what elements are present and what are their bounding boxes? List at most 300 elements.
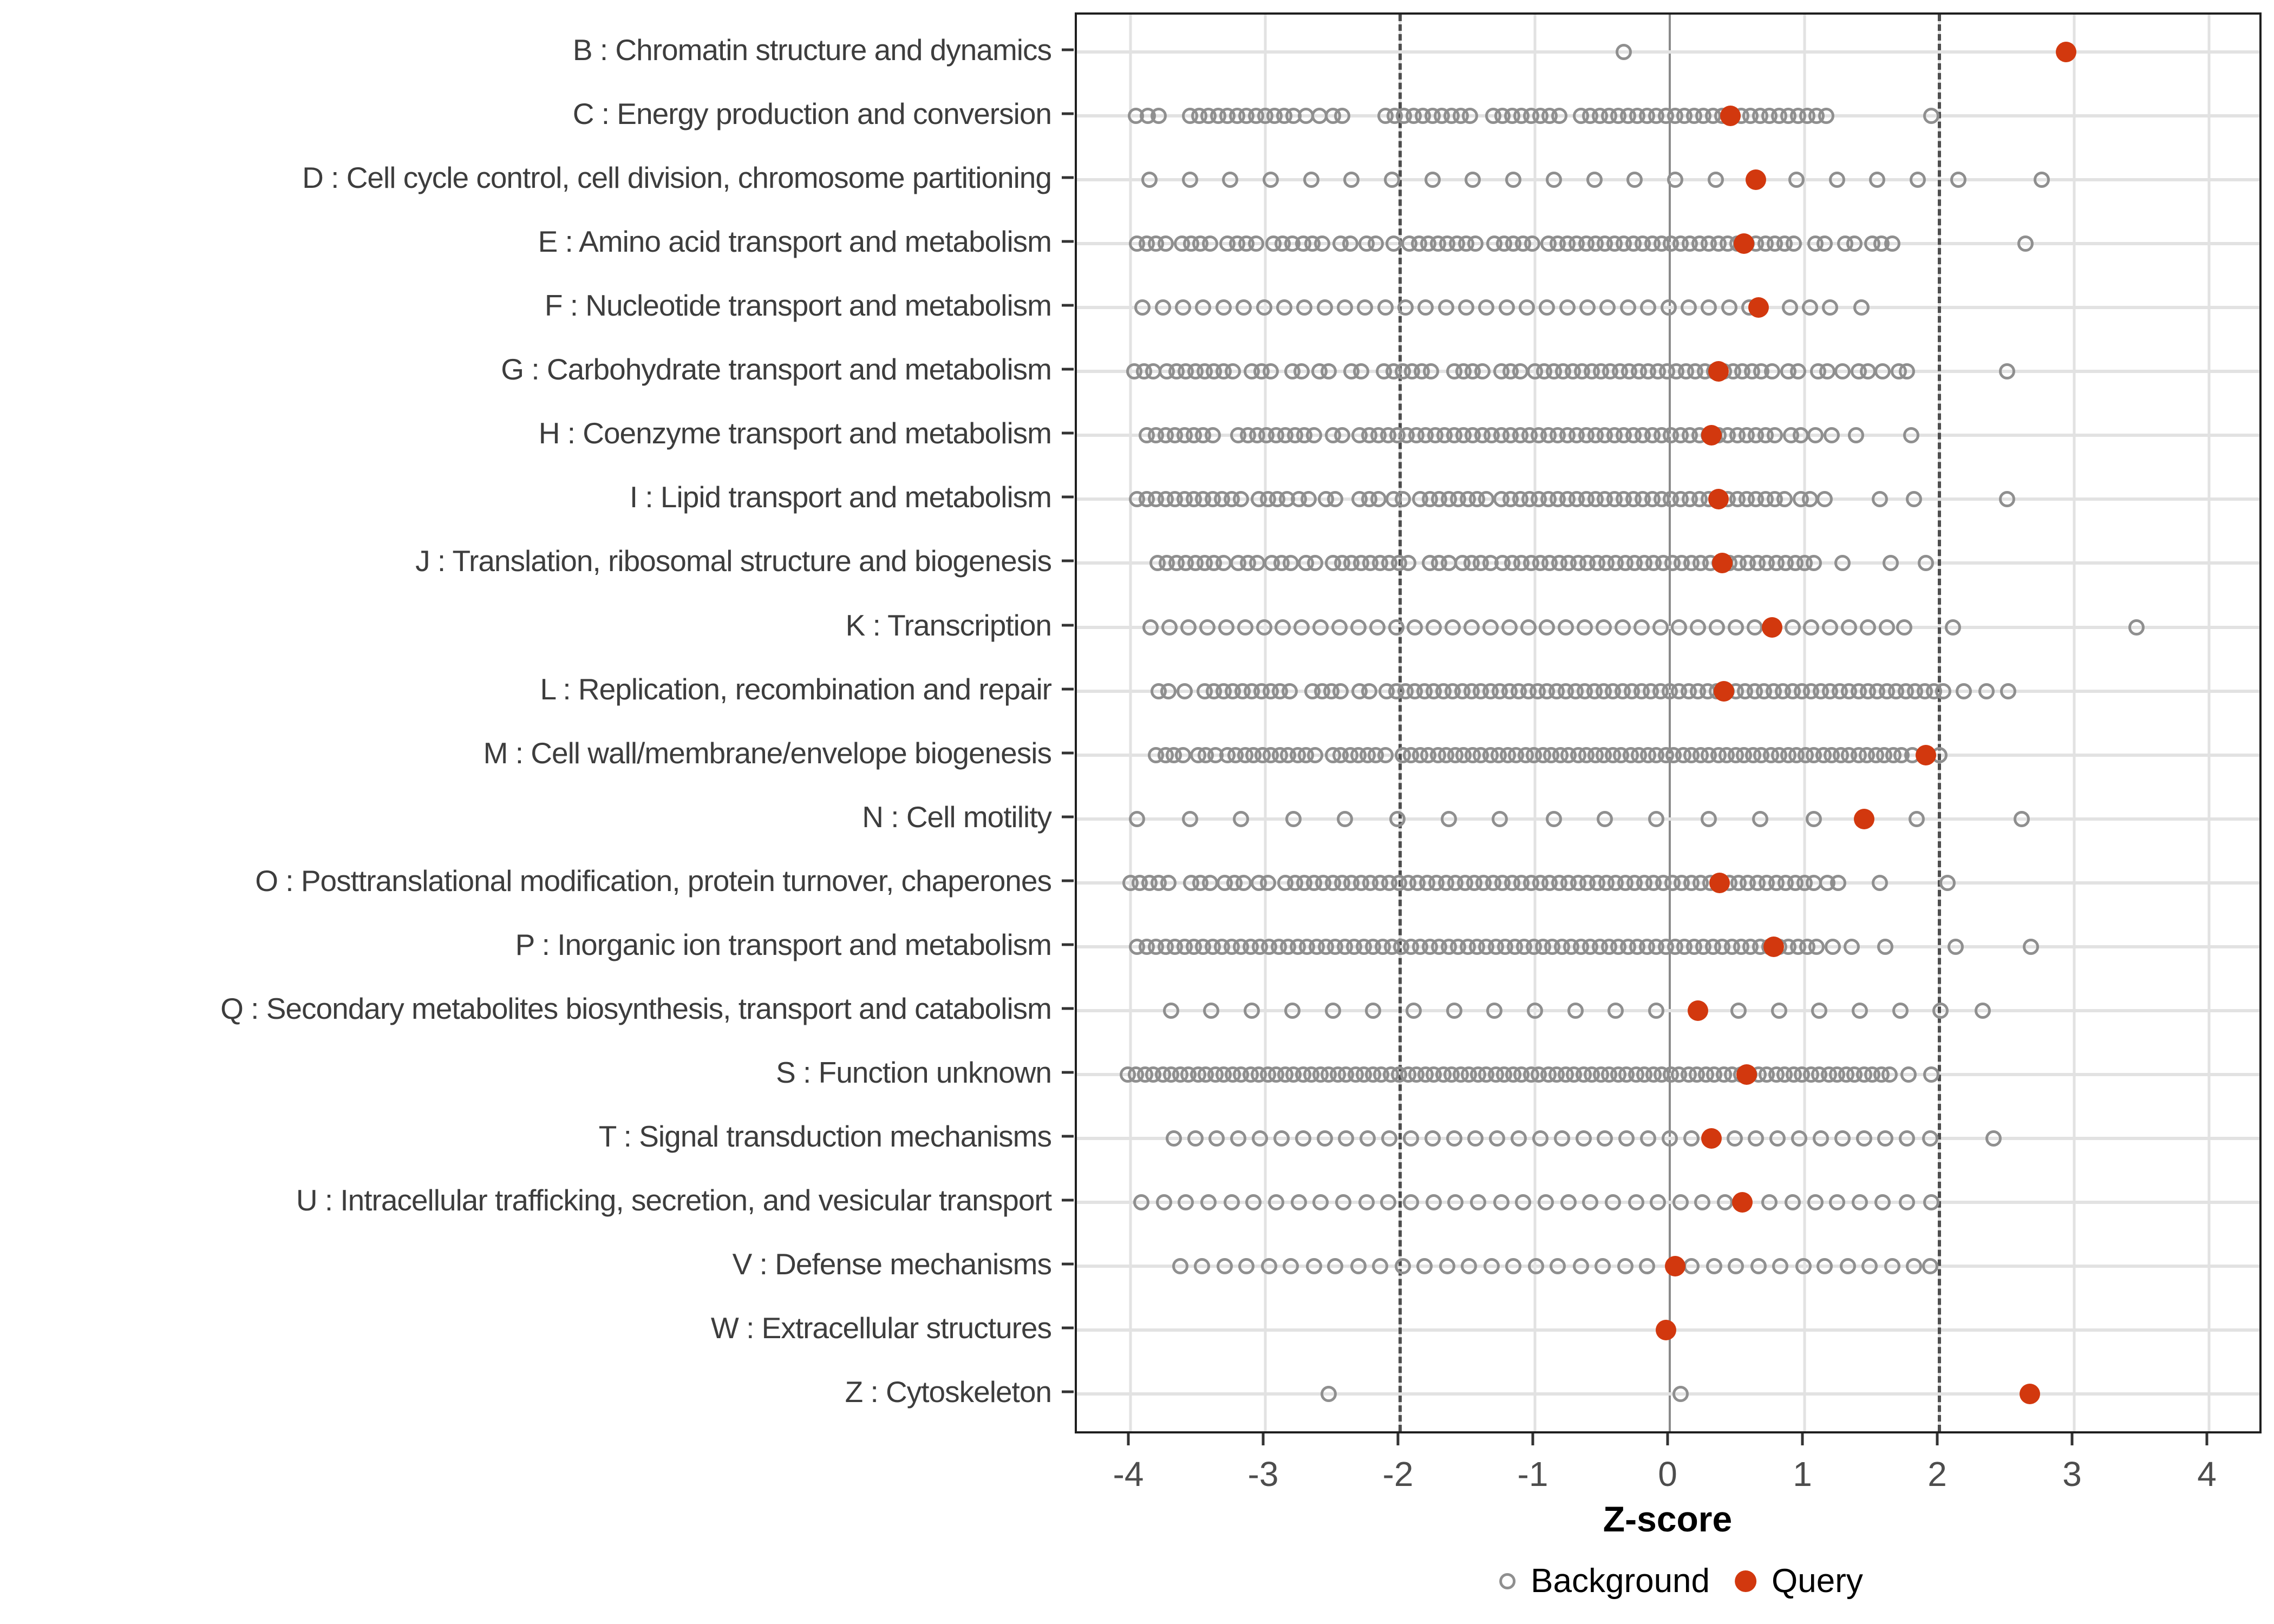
background-point <box>2023 939 2039 955</box>
background-point <box>1512 363 1528 379</box>
background-point <box>1576 1130 1592 1147</box>
background-point <box>1406 1003 1422 1019</box>
background-point <box>1852 1194 1868 1210</box>
background-point <box>1829 172 1845 188</box>
background-point <box>1156 1194 1172 1210</box>
background-point <box>1321 1386 1337 1402</box>
background-point <box>1701 299 1717 316</box>
category-label: P : Inorganic ion transport and metabolism <box>515 927 1051 961</box>
background-point <box>1844 939 1860 955</box>
category-label: O : Posttranslational modification, protein turnover, chaperones <box>255 863 1051 898</box>
background-point <box>1358 1194 1375 1210</box>
background-point <box>1807 427 1824 443</box>
y-axis-tick <box>1062 879 1074 882</box>
background-point <box>1446 1003 1462 1019</box>
background-point <box>1767 427 1783 443</box>
background-point <box>1648 811 1664 827</box>
background-point <box>1461 1258 1477 1274</box>
background-point <box>1499 299 1515 316</box>
background-point <box>1129 811 1145 827</box>
background-point <box>1301 491 1317 507</box>
background-point <box>1370 491 1387 507</box>
background-point <box>1690 619 1706 636</box>
background-point <box>1620 299 1636 316</box>
background-point <box>1730 1003 1747 1019</box>
background-point <box>1350 1258 1367 1274</box>
background-point <box>1365 1003 1381 1019</box>
background-point <box>1175 299 1191 316</box>
query-point <box>1762 617 1782 638</box>
legend-item-query <box>1735 1562 1863 1600</box>
background-point <box>1283 555 1299 571</box>
background-point <box>1595 1258 1611 1274</box>
background-point <box>1559 299 1576 316</box>
background-point <box>1296 299 1312 316</box>
x-axis-tick <box>1936 1433 1939 1445</box>
background-point <box>1567 1003 1584 1019</box>
background-point <box>1291 1194 1307 1210</box>
query-point <box>1701 425 1722 446</box>
background-point <box>1852 1003 1868 1019</box>
background-point <box>1238 1258 1254 1274</box>
background-point <box>1618 1130 1635 1147</box>
background-point <box>1484 1258 1500 1274</box>
background-point <box>1648 1003 1664 1019</box>
background-point <box>1233 491 1249 507</box>
query-point <box>1763 937 1784 957</box>
gridline-horizontal <box>1077 50 2259 54</box>
background-point <box>1306 1258 1322 1274</box>
query-point <box>1720 106 1741 126</box>
background-point <box>1554 1130 1570 1147</box>
legend-background-label: Background <box>1531 1562 1710 1600</box>
background-point <box>1306 427 1322 443</box>
query-point <box>1665 1256 1685 1276</box>
query-point <box>1709 873 1730 893</box>
background-point <box>1539 619 1555 636</box>
background-point <box>1275 619 1291 636</box>
background-point <box>1819 363 1835 379</box>
background-point <box>1626 172 1643 188</box>
background-point <box>1342 235 1358 252</box>
query-point <box>1734 233 1754 254</box>
background-point <box>1771 1003 1787 1019</box>
background-point <box>1199 619 1216 636</box>
background-point <box>1493 1194 1510 1210</box>
background-point <box>1203 1003 1219 1019</box>
background-point <box>1416 1258 1433 1274</box>
background-point <box>1441 811 1457 827</box>
background-point <box>1208 1130 1225 1147</box>
background-point <box>1793 427 1809 443</box>
background-point <box>1856 1130 1872 1147</box>
background-point <box>1892 1003 1909 1019</box>
background-point <box>1273 1130 1290 1147</box>
background-point <box>1840 1258 1856 1274</box>
background-point <box>1187 1130 1204 1147</box>
background-point <box>1276 299 1292 316</box>
zero-gridline <box>1669 15 1671 1431</box>
background-point <box>1597 811 1613 827</box>
background-point <box>1662 1130 1678 1147</box>
background-point <box>1395 1258 1411 1274</box>
background-point <box>1312 1194 1329 1210</box>
gridline-horizontal <box>1077 817 2259 821</box>
background-point <box>1824 427 1840 443</box>
background-point <box>1616 44 1632 60</box>
y-axis-tick <box>1062 560 1074 562</box>
background-point <box>1335 1194 1351 1210</box>
background-point <box>1772 1258 1788 1274</box>
background-point <box>1906 1258 1922 1274</box>
background-point <box>1293 619 1310 636</box>
background-point <box>1617 1258 1633 1274</box>
background-point <box>1350 619 1367 636</box>
background-point <box>1818 108 1834 124</box>
category-label: N : Cell motility <box>862 800 1051 834</box>
background-point <box>1896 619 1912 636</box>
background-point <box>1806 811 1822 827</box>
query-point <box>1746 169 1766 190</box>
y-axis-tick <box>1062 815 1074 818</box>
background-point <box>1872 875 1888 891</box>
background-point <box>1834 555 1851 571</box>
background-point <box>1922 1130 1938 1147</box>
x-axis-tick <box>1397 1433 1400 1445</box>
background-point <box>1761 1194 1778 1210</box>
background-point <box>1596 619 1612 636</box>
background-point <box>1877 1130 1893 1147</box>
x-axis-tick <box>1532 1433 1534 1445</box>
background-point <box>1133 1194 1149 1210</box>
background-point <box>1652 619 1669 636</box>
background-point <box>1681 299 1697 316</box>
background-point <box>1216 299 1232 316</box>
background-point <box>1237 619 1253 636</box>
category-label: W : Extracellular structures <box>710 1311 1051 1345</box>
background-point <box>1877 939 1893 955</box>
background-point <box>1791 1130 1807 1147</box>
x-tick-label: -2 <box>1382 1455 1414 1494</box>
background-point <box>1260 875 1276 891</box>
background-point <box>1236 875 1252 891</box>
background-point <box>1334 427 1350 443</box>
background-point <box>1848 427 1864 443</box>
y-axis-tick <box>1062 496 1074 499</box>
background-point <box>1978 683 1995 699</box>
query-point <box>1748 297 1769 318</box>
background-point <box>1377 747 1394 763</box>
background-point <box>1505 1258 1521 1274</box>
background-point <box>1615 619 1631 636</box>
background-point <box>1230 1130 1246 1147</box>
background-point <box>1872 491 1888 507</box>
background-point <box>1283 1258 1299 1274</box>
background-point <box>1216 555 1232 571</box>
background-point <box>1423 363 1439 379</box>
background-point <box>1769 1130 1786 1147</box>
x-axis-tick <box>2206 1433 2208 1445</box>
background-point <box>1325 1003 1341 1019</box>
background-point <box>1975 1003 1991 1019</box>
background-point <box>1395 491 1411 507</box>
query-point <box>1688 1000 1708 1021</box>
background-point <box>1388 619 1404 636</box>
background-point <box>1661 299 1677 316</box>
background-point <box>1160 683 1177 699</box>
query-point <box>1708 361 1729 382</box>
background-point <box>1861 1258 1878 1274</box>
background-point <box>1605 1194 1621 1210</box>
background-point <box>1640 1130 1656 1147</box>
y-axis-tick <box>1062 1199 1074 1202</box>
gridline-horizontal <box>1077 1392 2259 1396</box>
query-point <box>1656 1320 1676 1340</box>
category-label: D : Cell cycle control, cell division, chromosome partitioning <box>302 161 1051 195</box>
background-point <box>1256 619 1272 636</box>
background-point <box>1295 1130 1311 1147</box>
background-point <box>1252 1130 1268 1147</box>
y-axis-tick <box>1062 49 1074 51</box>
background-point <box>1519 299 1535 316</box>
category-label: F : Nucleotide transport and metabolism <box>544 289 1051 323</box>
background-point <box>1417 299 1434 316</box>
background-point <box>1474 363 1491 379</box>
background-point <box>1224 1194 1240 1210</box>
background-point <box>1337 299 1353 316</box>
background-point <box>1478 299 1494 316</box>
background-point <box>1134 299 1151 316</box>
background-point <box>1822 619 1838 636</box>
background-point <box>1599 299 1616 316</box>
background-point <box>1360 1130 1376 1147</box>
background-point <box>1141 172 1158 188</box>
background-point <box>1470 1194 1486 1210</box>
background-point <box>1527 1003 1543 1019</box>
background-point <box>1808 939 1825 955</box>
y-axis-tick <box>1062 368 1074 371</box>
background-point <box>1551 108 1567 124</box>
background-point <box>2000 683 2016 699</box>
background-point <box>1750 1258 1767 1274</box>
background-point <box>1178 1194 1194 1210</box>
y-axis-tick <box>1062 1391 1074 1393</box>
background-point <box>1764 363 1780 379</box>
background-point <box>1923 108 1939 124</box>
category-label: J : Translation, ribosomal structure and biogenesis <box>415 544 1051 578</box>
background-point <box>1524 235 1540 252</box>
category-label: M : Cell wall/membrane/envelope biogenesis <box>483 736 1051 770</box>
query-point <box>1732 1192 1753 1213</box>
background-point <box>1834 363 1851 379</box>
background-point <box>1999 491 2015 507</box>
background-point <box>1321 363 1337 379</box>
background-point <box>1478 491 1494 507</box>
background-point <box>1486 1003 1502 1019</box>
background-point <box>1582 1194 1598 1210</box>
background-point <box>1708 172 1724 188</box>
background-point <box>1807 1194 1824 1210</box>
category-label: E : Amino acid transport and metabolism <box>538 225 1051 259</box>
background-point <box>1881 1066 1898 1083</box>
background-point <box>1403 1194 1419 1210</box>
background-point <box>1458 299 1474 316</box>
x-tick-label: 3 <box>2062 1455 2082 1494</box>
y-axis-tick <box>1062 624 1074 626</box>
background-point <box>1327 1258 1343 1274</box>
dashed-reference-line <box>1399 15 1402 1431</box>
query-point <box>1701 1128 1722 1149</box>
background-point <box>1249 555 1265 571</box>
category-label: B : Chromatin structure and dynamics <box>572 33 1051 67</box>
background-point <box>1386 235 1402 252</box>
dashed-reference-line <box>1938 15 1941 1431</box>
background-point <box>1369 619 1386 636</box>
background-point <box>1400 555 1416 571</box>
background-point <box>1811 1003 1827 1019</box>
background-point <box>1806 555 1822 571</box>
background-point <box>1706 1258 1722 1274</box>
gridline-vertical <box>2073 15 2076 1431</box>
background-point <box>1816 1258 1833 1274</box>
background-point <box>1263 363 1279 379</box>
background-point <box>1829 1194 1845 1210</box>
background-point <box>1467 1130 1484 1147</box>
category-label: S : Function unknown <box>776 1055 1051 1089</box>
background-point <box>1884 235 1900 252</box>
background-point <box>1883 555 1899 571</box>
legend-item-background <box>1499 1562 1710 1600</box>
background-point <box>1263 172 1279 188</box>
background-point <box>1381 1130 1397 1147</box>
background-point <box>1834 1130 1851 1147</box>
background-point <box>1492 811 1508 827</box>
background-point <box>1795 1258 1812 1274</box>
background-point <box>1282 683 1298 699</box>
background-point <box>1922 1258 1938 1274</box>
background-point <box>1577 619 1593 636</box>
background-point <box>1748 1130 1764 1147</box>
background-point <box>1528 1258 1544 1274</box>
background-point <box>1903 427 1919 443</box>
background-point <box>1788 172 1805 188</box>
background-point <box>1446 1130 1462 1147</box>
query-point <box>2056 42 2076 62</box>
background-point <box>1195 299 1211 316</box>
background-point <box>1202 875 1218 891</box>
y-axis-tick <box>1062 1327 1074 1330</box>
x-axis-tick <box>1262 1433 1265 1445</box>
background-point <box>1317 1130 1333 1147</box>
background-point <box>1447 1194 1463 1210</box>
background-point <box>1633 619 1650 636</box>
background-point <box>2034 172 2050 188</box>
category-label: Q : Secondary metabolites biosynthesis, transport and catabolism <box>220 991 1051 1025</box>
background-point <box>1317 299 1333 316</box>
background-point <box>1683 1130 1700 1147</box>
x-axis-title: Z-score <box>1603 1499 1733 1539</box>
background-point <box>1728 619 1744 636</box>
background-point <box>1293 363 1310 379</box>
x-axis-tick <box>1801 1433 1804 1445</box>
background-point <box>1380 1194 1396 1210</box>
gridline-vertical <box>1129 15 1132 1431</box>
background-point <box>1846 235 1863 252</box>
x-tick-label: -1 <box>1517 1455 1548 1494</box>
x-tick-label: 4 <box>2197 1455 2217 1494</box>
background-point <box>1667 172 1683 188</box>
background-point <box>1160 875 1177 891</box>
background-point <box>1923 1066 1939 1083</box>
background-point <box>1397 299 1414 316</box>
background-point <box>1151 108 1167 124</box>
background-point <box>1558 619 1574 636</box>
category-label: G : Carbohydrate transport and metabolism <box>501 352 1051 387</box>
background-point <box>1910 172 1926 188</box>
gridline-vertical <box>1264 15 1267 1431</box>
y-axis-tick <box>1062 432 1074 435</box>
gridline-vertical <box>1803 15 1806 1431</box>
background-point <box>1899 363 1915 379</box>
background-point <box>1284 1003 1301 1019</box>
background-point <box>1161 619 1178 636</box>
x-tick-label: -3 <box>1247 1455 1279 1494</box>
background-point <box>1334 108 1350 124</box>
background-point <box>1918 555 1934 571</box>
background-point <box>1948 939 1964 955</box>
y-axis-tick <box>1062 176 1074 179</box>
background-point <box>1424 1130 1441 1147</box>
category-label: T : Signal transduction mechanisms <box>598 1119 1051 1154</box>
background-point <box>1785 1194 1801 1210</box>
background-point <box>1939 875 1956 891</box>
y-axis-tick <box>1062 943 1074 946</box>
background-point <box>1200 1194 1217 1210</box>
background-point <box>1511 1130 1527 1147</box>
background-point <box>1879 619 1895 636</box>
background-point <box>1672 1194 1689 1210</box>
background-point <box>1816 235 1833 252</box>
background-point <box>1182 811 1198 827</box>
query-point <box>1712 553 1733 573</box>
x-axis-tick <box>2071 1433 2074 1445</box>
background-point <box>1180 619 1197 636</box>
background-point <box>1505 172 1521 188</box>
background-point <box>1546 811 1562 827</box>
background-point <box>1175 747 1191 763</box>
background-point <box>1389 811 1406 827</box>
background-point <box>1776 491 1793 507</box>
background-point <box>1752 811 1768 827</box>
y-axis-tick <box>1062 113 1074 115</box>
legend-query-label: Query <box>1772 1562 1863 1600</box>
gridline-vertical <box>1534 15 1537 1431</box>
background-point <box>1438 299 1454 316</box>
query-marker-icon <box>1735 1570 1756 1592</box>
background-point <box>1467 235 1484 252</box>
background-point <box>1874 1194 1891 1210</box>
background-point <box>1343 172 1360 188</box>
query-point <box>1736 1064 1757 1085</box>
background-point <box>1586 172 1603 188</box>
background-point <box>1327 491 1343 507</box>
background-point <box>1650 1194 1666 1210</box>
background-point <box>1701 811 1717 827</box>
background-point <box>1884 1258 1900 1274</box>
y-axis-tick <box>1062 751 1074 754</box>
query-point <box>1714 681 1734 702</box>
background-point <box>1307 747 1323 763</box>
